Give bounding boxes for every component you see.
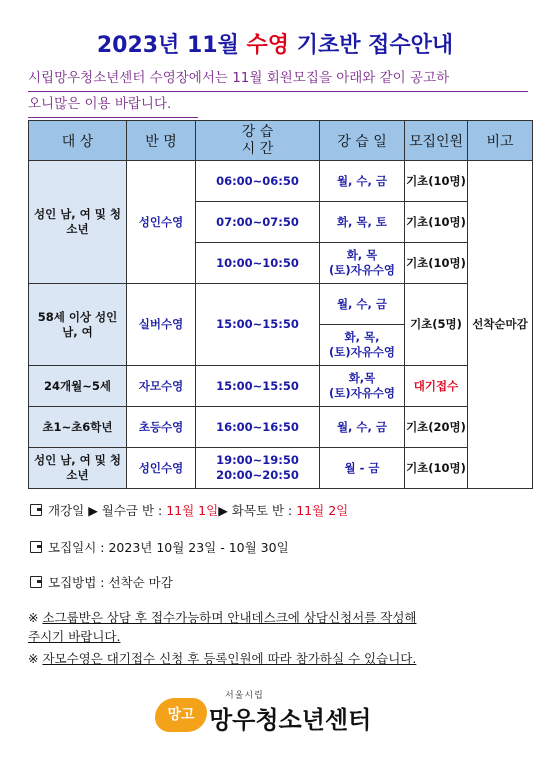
table-row xyxy=(29,366,533,407)
header-target: 대 상 xyxy=(29,121,127,161)
table-row xyxy=(29,284,533,325)
cell-target: 성인 남, 여 및 청소년 xyxy=(29,448,127,489)
header-capacity: 모집인원 xyxy=(405,121,468,161)
period-line: 모집일시 : 2023년 10월 23일 - 10월 30일 xyxy=(30,538,289,556)
cell-days: 월 - 금 xyxy=(320,448,405,489)
title-rest: 기초반 접수안내 xyxy=(296,33,454,58)
cell-capacity: 대기접수 xyxy=(405,366,468,407)
opening-date-line: 개강일 ▶ 월수금 반 : 11월 1일▶ 화목토 반 : 11월 2일 xyxy=(30,501,348,519)
memo-icon xyxy=(30,576,42,588)
cell-days: 화, 목, (토)자유수영 xyxy=(320,325,405,366)
logo-subtitle: 서울시립 xyxy=(225,691,264,701)
logo-badge: 망고 xyxy=(155,698,207,732)
note-small-group: ※ 소그룹반은 상담 후 접수가능하며 안내데스크에 상담신청서를 작성해 주시기 바랍니다. xyxy=(28,610,417,644)
intro-line-2: 오니많은 이용 바랍니다. xyxy=(28,92,198,118)
cell-time: 07:00~07:50 xyxy=(196,202,320,243)
cell-note: 선착순마감 xyxy=(468,161,533,489)
note-parent-child: ※ 자모수영은 대기접수 신청 후 등록인원에 따라 참가하실 수 있습니다. xyxy=(28,651,417,666)
cell-days: 화, 목 (토)자유수영 xyxy=(320,243,405,284)
cell-time: 15:00~15:50 xyxy=(196,366,320,407)
memo-icon xyxy=(30,541,42,553)
cell-days: 월, 수, 금 xyxy=(320,161,405,202)
cell-class-name: 성인수영 xyxy=(127,448,196,489)
cell-days: 월, 수, 금 xyxy=(320,284,405,325)
cell-target: 초1~초6학년 xyxy=(29,407,127,448)
header-name: 반 명 xyxy=(127,121,196,161)
method-line: 모집방법 : 선착순 마감 xyxy=(30,573,173,591)
cell-days: 화, 목, 토 xyxy=(320,202,405,243)
cell-time: 10:00~10:50 xyxy=(196,243,320,284)
table-row xyxy=(29,448,533,489)
cell-capacity: 기초(10명) xyxy=(405,448,468,489)
header-note: 비고 xyxy=(468,121,533,161)
table-header-row xyxy=(29,121,533,161)
cell-target: 24개월~5세 xyxy=(29,366,127,407)
intro-text xyxy=(28,66,528,118)
intro-line-1: 시립망우청소년센터 수영장에서는 11월 회원모집을 아래와 같이 공고하 xyxy=(28,66,528,92)
cell-days: 화,목 (토)자유수영 xyxy=(320,366,405,407)
cell-capacity: 기초(10명) xyxy=(405,243,468,284)
cell-class-name: 성인수영 xyxy=(127,161,196,284)
cell-capacity: 기초(5명) xyxy=(405,284,468,366)
title-date: 2023년 11월 xyxy=(96,33,239,58)
header-days: 강 습 일 xyxy=(320,121,405,161)
cell-capacity: 기초(10명) xyxy=(405,202,468,243)
cell-time: 19:00~19:50 20:00~20:50 xyxy=(196,448,320,489)
cell-time: 15:00~15:50 xyxy=(196,284,320,366)
cell-time: 06:00~06:50 xyxy=(196,161,320,202)
header-time: 강 습 시 간 xyxy=(196,121,320,161)
cell-target: 58세 이상 성인 남, 여 xyxy=(29,284,127,366)
page-title xyxy=(0,28,550,59)
cell-days: 월, 수, 금 xyxy=(320,407,405,448)
cell-class-name: 초등수영 xyxy=(127,407,196,448)
cell-class-name: 자모수영 xyxy=(127,366,196,407)
cell-target: 성인 남, 여 및 청소년 xyxy=(29,161,127,284)
schedule-table xyxy=(28,120,533,489)
cell-time: 16:00~16:50 xyxy=(196,407,320,448)
cell-class-name: 실버수영 xyxy=(127,284,196,366)
center-logo xyxy=(155,688,405,736)
table-row xyxy=(29,161,533,202)
cell-capacity: 기초(10명) xyxy=(405,161,468,202)
title-swim: 수영 xyxy=(246,33,290,58)
table-row xyxy=(29,407,533,448)
cell-capacity: 기초(20명) xyxy=(405,407,468,448)
memo-icon xyxy=(30,504,42,516)
logo-name: 망우청소년센터 xyxy=(209,706,372,734)
